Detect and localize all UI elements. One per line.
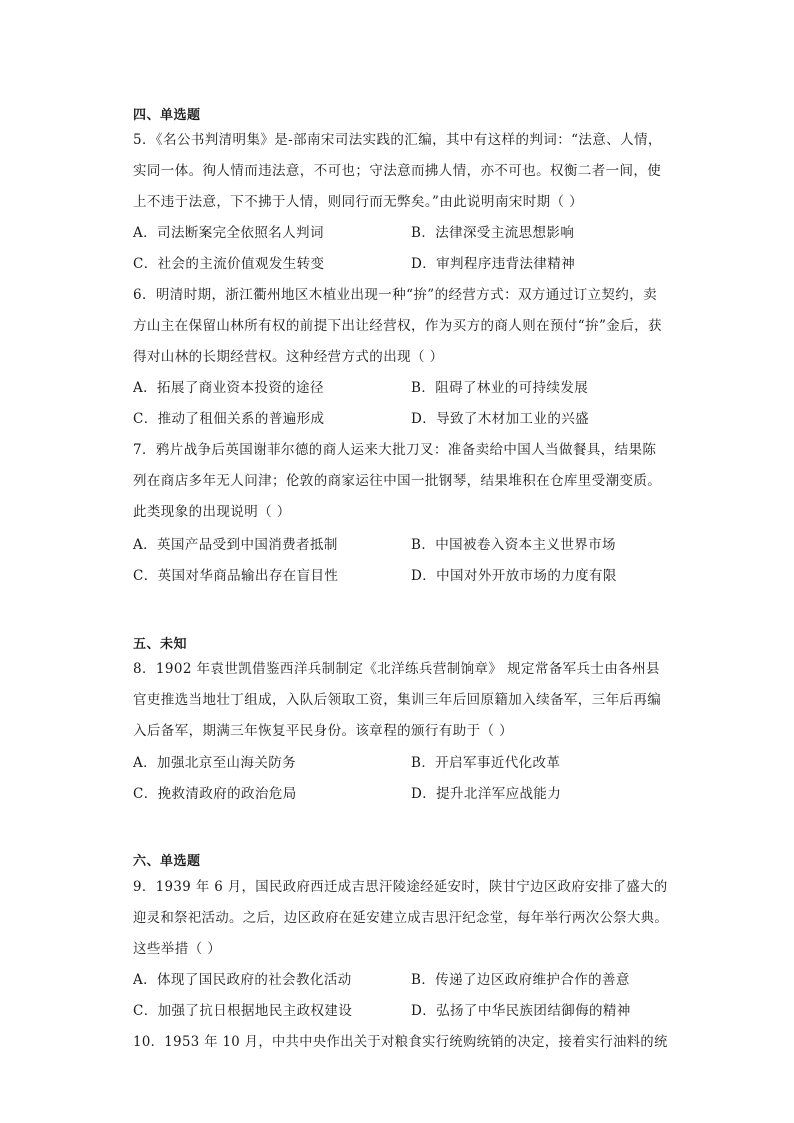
q10-line-1: 10．1953 年 10 月，中共中央作出关于对粮食实行统购统销的决定，接着实行油料的统 — [133, 1034, 668, 1050]
q6-option-d[interactable]: D．导致了木材加工业的兴盛 — [411, 411, 590, 427]
q9-option-a[interactable]: A．体现了国民政府的社会教化活动 — [133, 972, 352, 988]
q8-option-b[interactable]: B．开启军事近代化改革 — [411, 755, 561, 771]
q9-option-b[interactable]: B．传递了边区政府维护合作的善意 — [411, 972, 630, 988]
q5-line-3: 上不违于法意，下不拂于人情，则同行而无弊矣。”由此说明南宋时期（ ） — [133, 194, 584, 210]
q5-option-d[interactable]: D．审判程序违背法律精神 — [411, 256, 576, 272]
q8-line-1: 8．1902 年袁世凯借鉴西洋兵制制定《北洋练兵营制饷章》 规定常备军兵士由各州县 — [133, 661, 660, 677]
q6-option-b[interactable]: B．阻碍了林业的可持续发展 — [411, 380, 589, 396]
q7-option-d[interactable]: D．中国对外开放市场的力度有限 — [411, 568, 617, 584]
q6-line-1: 6．明清时期，浙江衢州地区木植业出现一种“拚”的经营方式：双方通过订立契约，卖 — [133, 287, 657, 303]
q8-option-d[interactable]: D．提升北洋军应战能力 — [411, 786, 562, 802]
q5-line-1: 5．《名公书判清明集》是-部南宋司法实践的汇编，其中有这样的判词：“法意、人情， — [133, 132, 662, 148]
section-title: 五、未知 — [133, 637, 188, 652]
q8-option-c[interactable]: C．挽救清政府的政治危局 — [133, 786, 297, 802]
q7-option-c[interactable]: C．英国对华商品输出存在盲目性 — [133, 568, 339, 584]
q5-option-a[interactable]: A．司法断案完全依照名人判词 — [133, 225, 324, 241]
q6-line-3: 得对山林的长期经营权。这种经营方式的出现（ ） — [133, 349, 444, 365]
q7-option-b[interactable]: B．中国被卷入资本主义世界市场 — [411, 537, 616, 553]
q6-option-a[interactable]: A．拓展了商业资本投资的途径 — [133, 380, 324, 396]
section-title: 六、单选题 — [133, 854, 201, 869]
q9-line-1: 9．1939 年 6 月，国民政府西迁成吉思汗陵途经延安时，陕甘宁边区政府安排了盛大的 — [133, 879, 668, 895]
section-title: 四、单选题 — [133, 108, 201, 123]
q6-line-2: 方山主在保留山林所有权的前提下出让经营权，作为买方的商人则在预付“拚”金后，获 — [133, 318, 662, 334]
q7-line-1: 7．鸦片战争后英国谢菲尔德的商人运来大批刀叉：准备卖给中国人当做餐具，结果陈 — [133, 442, 657, 458]
q7-line-2: 列在商店多年无人问津；伦敦的商家运往中国一批钢琴，结果堆积在仓库里受潮变质。 — [133, 473, 662, 489]
q5-line-2: 实同一体。徇人情而违法意，不可也；守法意而拂人情，亦不可也。权衡二者一间，使 — [133, 163, 662, 179]
q5-option-b[interactable]: B．法律深受主流思想影响 — [411, 225, 575, 241]
q9-line-3: 这些举措（ ） — [133, 941, 222, 957]
q7-option-a[interactable]: A．英国产品受到中国消费者抵制 — [133, 537, 338, 553]
q8-line-2: 官吏推选当地壮丁组成，入队后领取工资，集训三年后回原籍加入续备军，三年后再编 — [133, 692, 662, 708]
q8-option-a[interactable]: A．加强北京至山海关防务 — [133, 755, 297, 771]
q9-option-c[interactable]: C．加强了抗日根据地民主政权建设 — [133, 1003, 353, 1019]
q6-option-c[interactable]: C．推动了租佃关系的普遍形成 — [133, 411, 325, 427]
q9-option-d[interactable]: D．弘扬了中华民族团结御侮的精神 — [411, 1003, 631, 1019]
q8-line-3: 入后备军，期满三年恢复平民身份。该章程的颁行有助于（ ） — [133, 723, 513, 739]
q5-option-c[interactable]: C．社会的主流价值观发生转变 — [133, 256, 325, 272]
q9-line-2: 迎灵和祭祀活动。之后，边区政府在延安建立成吉思汗纪念堂，每年举行两次公祭大典。 — [133, 910, 669, 926]
q7-line-3: 此类现象的出现说明（ ） — [133, 504, 291, 520]
